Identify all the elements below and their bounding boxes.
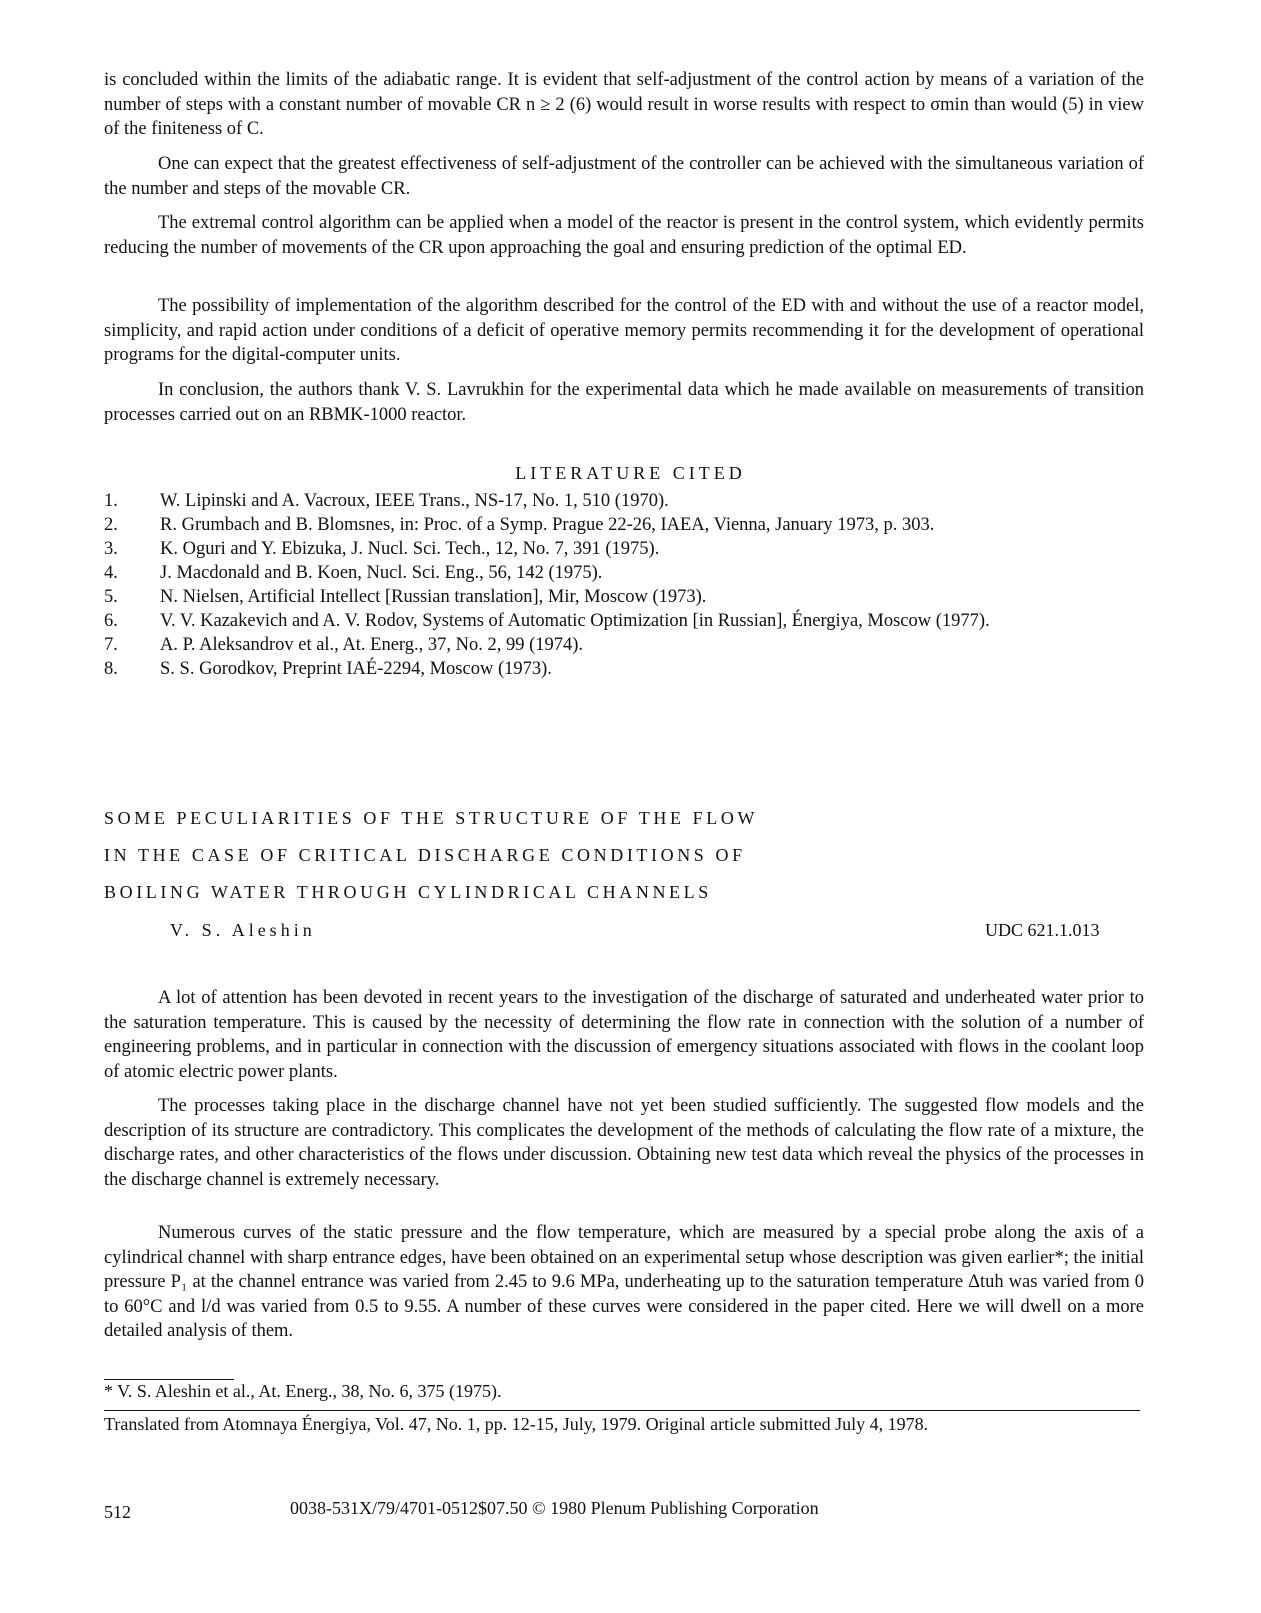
reference-number: 2. xyxy=(104,515,118,535)
reference-list xyxy=(104,489,1144,681)
article-paragraph-1: A lot of attention has been devoted in recent years to the investigation of the discharge of saturated and underheated water prior to the saturation temperature. This is caused by the necessity of determining the flow rate in connection with the solution of a number of engineering problems, and in particular in connection with the discussion of emergency situations associated with flows in the coolant loop of atomic electric power plants. xyxy=(104,988,1144,1082)
article-title-line-1: SOME PECULIARITIES OF THE STRUCTURE OF THE FLOW xyxy=(104,808,759,828)
footer-rule xyxy=(104,1410,1140,1411)
reference-text: N. Nielsen, Artificial Intellect [Russian translation], Mir, Moscow (1973). xyxy=(160,587,707,607)
reference-item xyxy=(104,537,1144,561)
reference-number: 1. xyxy=(104,491,118,511)
article-title xyxy=(104,800,1004,911)
reference-item xyxy=(104,561,1144,585)
intro-paragraph-3: The extremal control algorithm can be applied when a model of the reactor is present in the control system, which evidently permits reducing the number of movements of the CR upon approaching the goal and ensuring prediction of the optimal ED. xyxy=(104,213,1144,258)
reference-text: S. S. Gorodkov, Preprint IAÉ-2294, Moscow (1973). xyxy=(160,659,552,679)
intro-paragraph-1: is concluded within the limits of the adiabatic range. It is evident that self-adjustment of the control action by means of a variation of the number of steps with a constant number of movable CR n ≥ 2 (6) would result in worse results with respect to σmin than would (5) in view of the finiteness of C. xyxy=(104,70,1144,139)
reference-number: 8. xyxy=(104,659,118,679)
page-number: 512 xyxy=(104,1502,131,1522)
footnote: * V. S. Aleshin et al., At. Energ., 38, No. 6, 375 (1975). xyxy=(104,1381,502,1401)
article-author: V. S. Aleshin xyxy=(170,920,316,940)
reference-number: 4. xyxy=(104,563,118,583)
reference-item xyxy=(104,513,1144,537)
reference-text: W. Lipinski and A. Vacroux, IEEE Trans., NS-17, No. 1, 510 (1970). xyxy=(160,491,669,511)
reference-text: R. Grumbach and B. Blomsnes, in: Proc. of a Symp. Prague 22-26, IAEA, Vienna, January 1973, p. 303. xyxy=(160,515,935,535)
intro-paragraph-5: In conclusion, the authors thank V. S. Lavrukhin for the experimental data which he made available on measurements of transition processes carried out on an RBMK-1000 reactor. xyxy=(104,380,1144,425)
article-paragraph-3: Numerous curves of the static pressure and the flow temperature, which are measured by a special probe along the axis of a cylindrical channel with sharp entrance edges, have been obtained on an experimental setup whose description was given earlier*; the initial pressure P₁ at the channel entrance was varied from 2.45 to 9.6 MPa, underheating up to the saturation temperature Δtuh was varied from 0 to 60°C and l/d was varied from 0.5 to 9.55. A number of these curves were considered in the paper cited. Here we will dwell on a more detailed analysis of them. xyxy=(104,1223,1144,1341)
reference-item xyxy=(104,609,1144,633)
reference-item xyxy=(104,633,1144,657)
reference-number: 7. xyxy=(104,635,118,655)
reference-text: K. Oguri and Y. Ebizuka, J. Nucl. Sci. Tech., 12, No. 7, 391 (1975). xyxy=(160,539,660,559)
article-title-line-2: IN THE CASE OF CRITICAL DISCHARGE CONDITIONS OF xyxy=(104,845,746,865)
reference-text: A. P. Aleksandrov et al., At. Energ., 37, No. 2, 99 (1974). xyxy=(160,635,584,655)
intro-paragraph-4: The possibility of implementation of the algorithm described for the control of the ED with and without the use of a reactor model, simplicity, and rapid action under conditions of a deficit of operative memory permits recommending it for the development of operational programs for the digital-computer units. xyxy=(104,296,1144,365)
reference-text: J. Macdonald and B. Koen, Nucl. Sci. Eng., 56, 142 (1975). xyxy=(160,563,603,583)
copyright-line: 0038-531X/79/4701-0512$07.50 © 1980 Plenum Publishing Corporation xyxy=(290,1498,819,1518)
udc-code: UDC 621.1.013 xyxy=(985,920,1100,940)
intro-paragraph-2: One can expect that the greatest effectiveness of self-adjustment of the controller can be achieved with the simultaneous variation of the number and steps of the movable CR. xyxy=(104,154,1144,199)
literature-cited-heading: LITERATURE CITED xyxy=(515,463,746,483)
reference-number: 3. xyxy=(104,539,118,559)
reference-number: 5. xyxy=(104,587,118,607)
reference-item xyxy=(104,657,1144,681)
reference-item xyxy=(104,489,1144,513)
reference-item xyxy=(104,585,1144,609)
article-title-line-3: BOILING WATER THROUGH CYLINDRICAL CHANNELS xyxy=(104,882,712,902)
article-paragraph-2: The processes taking place in the discharge channel have not yet been studied sufficiently. The suggested flow models and the description of its structure are contradictory. This complicates the development of the methods of calculating the flow rate of a mixture, the discharge rates, and other characteristics of the flows under discussion. Obtaining new test data which reveal the physics of the processes in the discharge channel is extremely necessary. xyxy=(104,1096,1144,1190)
reference-number: 6. xyxy=(104,611,118,631)
reference-text: V. V. Kazakevich and A. V. Rodov, Systems of Automatic Optimization [in Russian], Énergiya, Moscow (1977). xyxy=(160,611,990,631)
translation-note: Translated from Atomnaya Énergiya, Vol. 47, No. 1, pp. 12-15, July, 1979. Original article submitted July 4, 1978. xyxy=(104,1414,929,1434)
